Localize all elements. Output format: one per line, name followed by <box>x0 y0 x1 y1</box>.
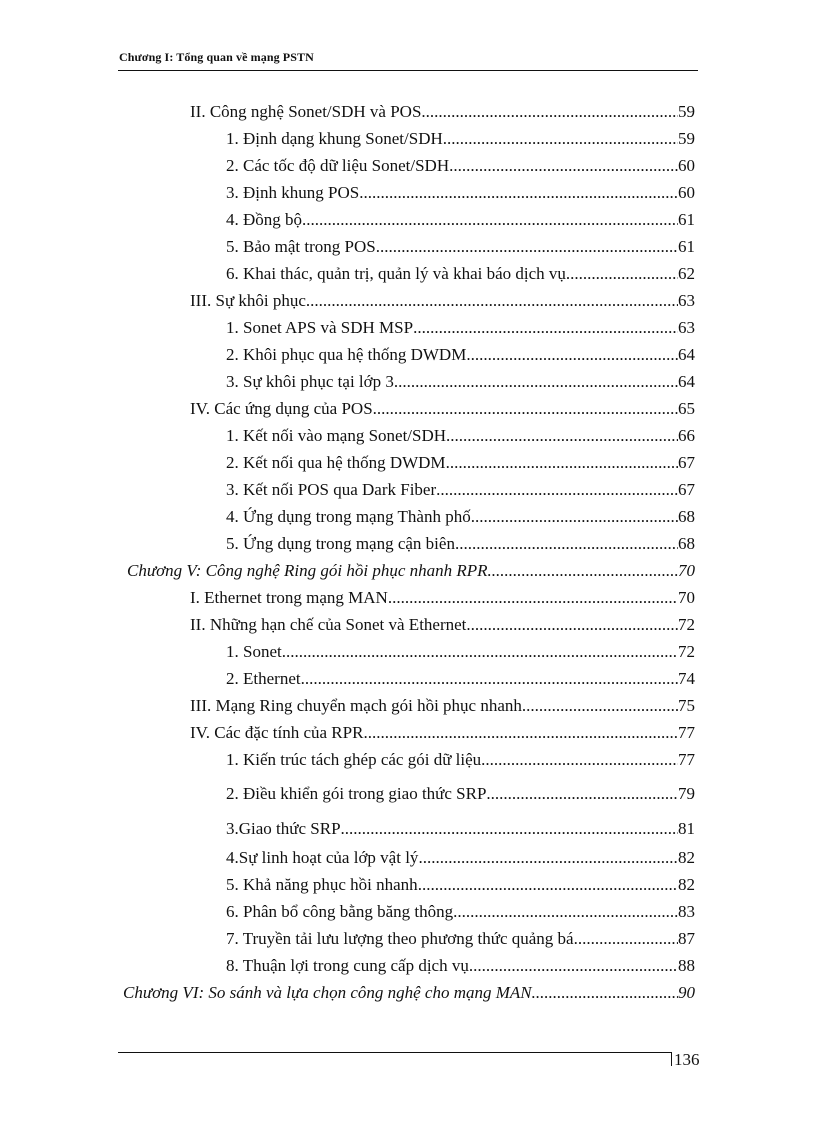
dot-leader <box>532 983 678 1003</box>
toc-entry-page: 66 <box>678 426 695 445</box>
toc-entry-title: 3. Định khung POS <box>226 183 360 202</box>
toc-entry-title: 2. Ethernet <box>226 669 301 688</box>
toc-entry-page: 82 <box>678 875 695 894</box>
toc-entry-title: 6. Khai thác, quản trị, quản lý và khai báo dịch vụ <box>226 264 566 283</box>
footer-divider <box>118 1052 671 1053</box>
toc-entry-layer3-restore <box>226 366 695 392</box>
toc-chapter-v <box>127 555 695 581</box>
toc-entry-dark-fiber <box>226 474 695 500</box>
toc-entry-title: 7. Truyền tải lưu lượng theo phương thức quảng bá <box>226 929 574 948</box>
toc-entry-page: 82 <box>678 848 695 867</box>
dot-leader <box>486 784 678 804</box>
toc-entry-title: 4. Đồng bộ <box>226 210 303 229</box>
dot-leader <box>466 615 678 635</box>
page-number: 136 <box>674 1050 700 1069</box>
dot-leader <box>481 750 678 770</box>
toc-entry-title: 1. Kết nối vào mạng Sonet/SDH <box>226 426 447 445</box>
toc-entry-fast-recovery <box>226 869 695 895</box>
toc-entry-sonet-sdh-pos <box>190 96 695 122</box>
dot-leader <box>418 875 678 895</box>
toc-entry-title: II. Những hạn chế của Sonet và Ethernet <box>190 615 467 634</box>
toc-entry-page: 60 <box>678 156 695 175</box>
toc-entry-broadcast <box>226 923 695 949</box>
toc-entry-title: 3. Sự khôi phục tại lớp 3 <box>226 372 394 391</box>
toc-entry-metro <box>226 501 695 527</box>
toc-entry-page: 59 <box>678 102 695 121</box>
dot-leader <box>418 848 678 868</box>
dot-leader <box>373 399 678 419</box>
toc-entry-page: 87 <box>678 929 695 948</box>
dot-leader <box>453 902 678 922</box>
dot-leader <box>436 480 678 500</box>
toc-entry-srp-protocol <box>226 813 695 839</box>
toc-entry-page: 81 <box>678 819 695 838</box>
dot-leader <box>466 345 678 365</box>
toc-entry-page: 68 <box>678 534 695 553</box>
dot-leader <box>449 156 678 176</box>
toc-entry-title: III. Sự khôi phục <box>190 291 306 310</box>
footer-divider-tick <box>671 1052 672 1066</box>
dot-leader <box>306 291 678 311</box>
toc-entry-ethernet-man <box>190 582 695 608</box>
toc-entry-page: 67 <box>678 453 695 472</box>
toc-entry-title: 8. Thuận lợi trong cung cấp dịch vụ <box>226 956 469 975</box>
toc-entry-dwdm-restore <box>226 339 695 365</box>
toc-entry-page: 77 <box>678 723 695 742</box>
toc-entry-bandwidth-fairness <box>226 896 695 922</box>
dot-leader <box>376 237 678 257</box>
toc-entry-page: 72 <box>678 642 695 661</box>
running-header: Chương I: Tổng quan về mạng PSTN <box>119 50 314 64</box>
toc-entry-page: 72 <box>678 615 695 634</box>
toc-entry-rpr-features <box>190 717 695 743</box>
toc-entry-edge <box>226 528 695 554</box>
toc-entry-title: 5. Ứng dụng trong mạng cận biên <box>226 534 455 553</box>
dot-leader <box>394 372 678 392</box>
toc-entry-aps-msp <box>226 312 695 338</box>
toc-entry-frame-format <box>226 123 695 149</box>
toc-entry-title: 2. Điều khiển gói trong giao thức SRP <box>226 784 487 803</box>
dot-leader <box>363 723 678 743</box>
toc-entry-page: 61 <box>678 210 695 229</box>
toc-entry-security <box>226 231 695 257</box>
toc-entry-page: 77 <box>678 750 695 769</box>
toc-entry-page: 83 <box>678 902 695 921</box>
toc-entry-title: Chương VI: So sánh và lựa chọn công nghệ cho mạng MAN <box>123 983 532 1002</box>
toc-entry-title: 1. Sonet <box>226 642 282 661</box>
toc-entry-title: 2. Các tốc độ dữ liệu Sonet/SDH <box>226 156 450 175</box>
toc-entry-page: 65 <box>678 399 695 418</box>
toc-entry-title: 1. Kiến trúc tách ghép các gói dữ liệu <box>226 750 482 769</box>
dot-leader <box>446 426 678 446</box>
toc-entry-connect-dwdm <box>226 447 695 473</box>
toc-entry-packet-architecture <box>226 744 695 770</box>
toc-entry-page: 74 <box>678 669 695 688</box>
toc-entry-page: 61 <box>678 237 695 256</box>
toc-chapter-vi <box>123 977 695 1003</box>
toc-entry-title: 5. Khả năng phục hồi nhanh <box>226 875 418 894</box>
toc-entry-rpr-network <box>190 690 695 716</box>
toc-entry-pos-applications <box>190 393 695 419</box>
toc-entry-page: 68 <box>678 507 695 526</box>
dot-leader <box>341 819 678 839</box>
dot-leader <box>302 210 678 230</box>
dot-leader <box>301 669 678 689</box>
toc-entry-page: 64 <box>678 372 695 391</box>
toc-entry-ethernet <box>226 663 695 689</box>
toc-entry-title: IV. Các đặc tính của RPR <box>190 723 364 742</box>
toc-entry-srp-control <box>226 778 695 804</box>
toc-entry-page: 62 <box>678 264 695 283</box>
dot-leader <box>282 642 678 662</box>
toc-entry-page: 67 <box>678 480 695 499</box>
toc-entry-page: 70 <box>678 588 695 607</box>
toc-entry-title: 3. Kết nối POS qua Dark Fiber <box>226 480 437 499</box>
dot-leader <box>488 561 678 581</box>
toc-entry-title: IV. Các ứng dụng của POS <box>190 399 373 418</box>
toc-entry-title: 2. Kết nối qua hệ thống DWDM <box>226 453 446 472</box>
toc-entry-title: 2. Khôi phục qua hệ thống DWDM <box>226 345 467 364</box>
dot-leader <box>443 129 678 149</box>
toc-entry-physical-layer <box>226 842 695 868</box>
toc-entry-title: 3.Giao thức SRP <box>226 819 341 838</box>
toc-entry-title: 4. Ứng dụng trong mạng Thành phố <box>226 507 471 526</box>
dot-leader <box>574 929 678 949</box>
dot-leader <box>421 102 678 122</box>
toc-entry-page: 59 <box>678 129 695 148</box>
toc-entry-sonet <box>226 636 695 662</box>
toc-entry-oam <box>226 258 695 284</box>
toc-entry-title: Chương V: Công nghệ Ring gói hồi phục nhanh RPR <box>127 561 488 580</box>
dot-leader <box>446 453 678 473</box>
toc-entry-restoration <box>190 285 695 311</box>
toc-entry-title: 1. Định dạng khung Sonet/SDH <box>226 129 443 148</box>
toc-entry-page: 63 <box>678 318 695 337</box>
toc-entry-title: III. Mạng Ring chuyển mạch gói hồi phục nhanh <box>190 696 522 715</box>
dot-leader <box>469 956 678 976</box>
toc-entry-sync <box>226 204 695 230</box>
toc-entry-title: 4.Sự linh hoạt của lớp vật lý <box>226 848 419 867</box>
dot-leader <box>455 534 678 554</box>
toc-entry-pos-framing <box>226 177 695 203</box>
dot-leader <box>522 696 678 716</box>
toc-entry-title: 5. Bảo mật trong POS <box>226 237 376 256</box>
toc-entry-title: II. Công nghệ Sonet/SDH và POS <box>190 102 422 121</box>
toc-entry-page: 79 <box>678 784 695 803</box>
toc-entry-limitations <box>190 609 695 635</box>
toc-entry-page: 64 <box>678 345 695 364</box>
toc-entry-title: 6. Phân bổ công bằng băng thông <box>226 902 454 921</box>
toc-entry-page: 70 <box>678 561 695 580</box>
dot-leader <box>471 507 678 527</box>
toc-entry-page: 60 <box>678 183 695 202</box>
dot-leader <box>388 588 678 608</box>
toc-entry-data-rates <box>226 150 695 176</box>
toc-entry-title: 1. Sonet APS và SDH MSP <box>226 318 414 337</box>
toc-entry-page: 90 <box>678 983 695 1002</box>
toc-entry-page: 63 <box>678 291 695 310</box>
toc-entry-service-provision <box>226 950 695 976</box>
toc-entry-title: I. Ethernet trong mạng MAN <box>190 588 388 607</box>
toc-entry-page: 88 <box>678 956 695 975</box>
dot-leader <box>359 183 678 203</box>
dot-leader <box>566 264 678 284</box>
toc-entry-page: 75 <box>678 696 695 715</box>
toc-entry-connect-sonet <box>226 420 695 446</box>
dot-leader <box>413 318 678 338</box>
